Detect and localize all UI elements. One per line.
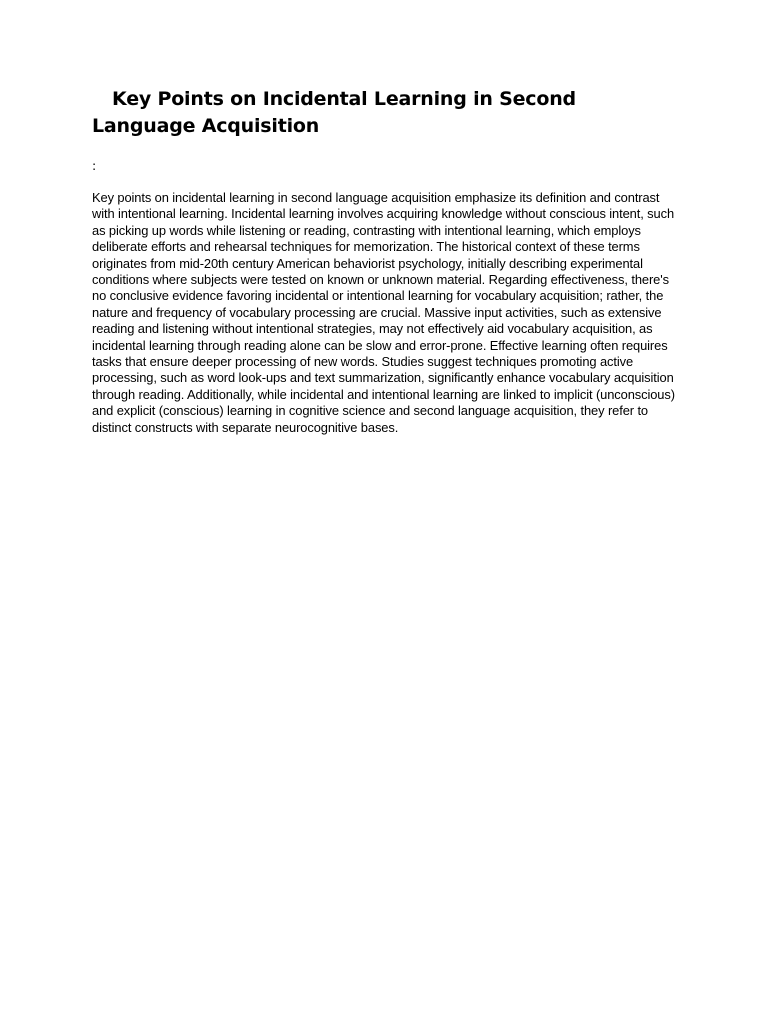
document-content — [92, 86, 678, 436]
document-title: Key Points on Incidental Learning in Second Language Acquisition — [92, 88, 576, 137]
colon-line: : — [92, 158, 97, 173]
body-paragraph: Key points on incidental learning in second language acquisition emphasize its definition and contrast with intentional learning. Incidental learning involves acquiring knowledge without conscious intent, such as picking up words while listening or reading, contrasting with intentional learning, which employs deliberate efforts and rehearsal techniques for memorization. The historical context of these terms originates from mid-20th century American behaviorist psychology, initially describing experimental conditions where subjects were tested on known or unknown material. Regarding effectiveness, there's no conclusive evidence favoring incidental or intentional learning for vocabulary acquisition; rather, the nature and frequency of vocabulary processing are crucial. Massive input activities, such as extensive reading and listening without intentional strategies, may not effectively aid vocabulary acquisition, as incidental learning through reading alone can be slow and error-prone. Effective learning often requires tasks that ensure deeper processing of new words. Studies suggest techniques promoting active processing, such as word look-ups and text summarization, significantly enhance vocabulary acquisition through reading. Additionally, while incidental and intentional learning are linked to implicit (unconscious) and explicit (conscious) learning in cognitive science and second language acquisition, they refer to distinct constructs with separate neurocognitive bases. — [92, 190, 675, 435]
